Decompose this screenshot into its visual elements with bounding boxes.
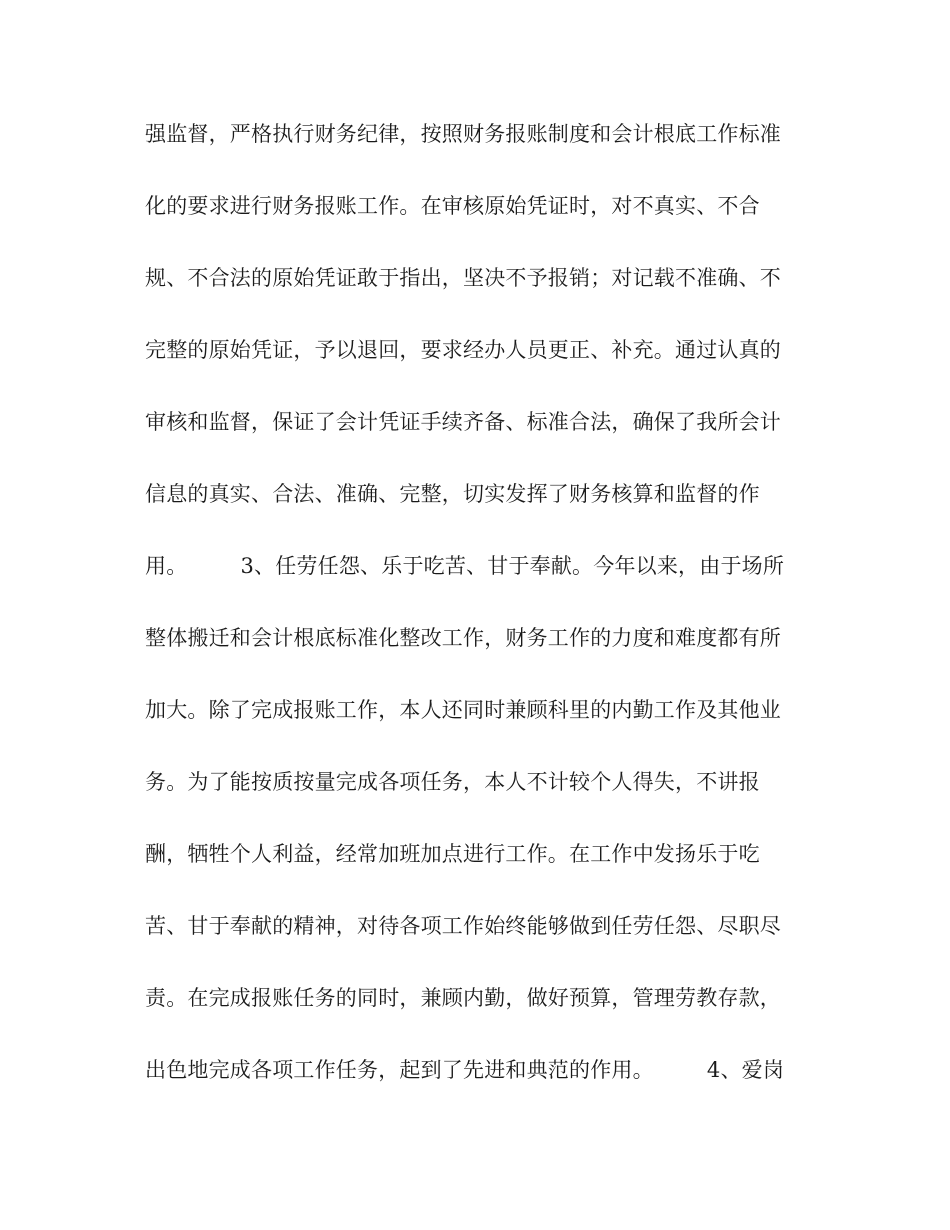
- text-line: 强监督，严格执行财务纪律，按照财务报账制度和会计根底工作标准: [145, 122, 781, 146]
- text-line: 务。为了能按质按量完成各项任务，本人不计较个人得失，不讲报: [145, 770, 760, 794]
- text-line: 审核和监督，保证了会计凭证手续齐备、标准合法，确保了我所会计: [145, 410, 781, 434]
- text-line: 规、不合法的原始凭证敢于指出，坚决不予报销；对记载不准确、不: [145, 266, 781, 290]
- text-line: 责。在完成报账任务的同时，兼顾内勤，做好预算，管理劳教存款，: [145, 986, 781, 1010]
- text-line: 化的要求进行财务报账工作。在审核原始凭证时，对不真实、不合: [145, 194, 760, 218]
- text-line: 用。 3、任劳任怨、乐于吃苦、甘于奉献。今年以来，由于场所: [145, 554, 785, 578]
- text-line: 酬，牺牲个人利益，经常加班加点进行工作。在工作中发扬乐于吃: [145, 842, 760, 866]
- body-text: [145, 113, 815, 1121]
- text-line: 完整的原始凭证，予以退回，要求经办人员更正、补充。通过认真的: [145, 338, 781, 362]
- text-line: 出色地完成各项工作任务，起到了先进和典范的作用。 4、爱岗: [145, 1058, 785, 1082]
- text-line: 苦、甘于奉献的精神，对待各项工作始终能够做到任劳任怨、尽职尽: [145, 914, 781, 938]
- text-line: 整体搬迁和会计根底标准化整改工作，财务工作的力度和难度都有所: [145, 626, 781, 650]
- text-line: 加大。除了完成报账工作，本人还同时兼顾科里的内勤工作及其他业: [145, 698, 781, 722]
- text-line: 信息的真实、合法、准确、完整，切实发挥了财务核算和监督的作: [145, 482, 760, 506]
